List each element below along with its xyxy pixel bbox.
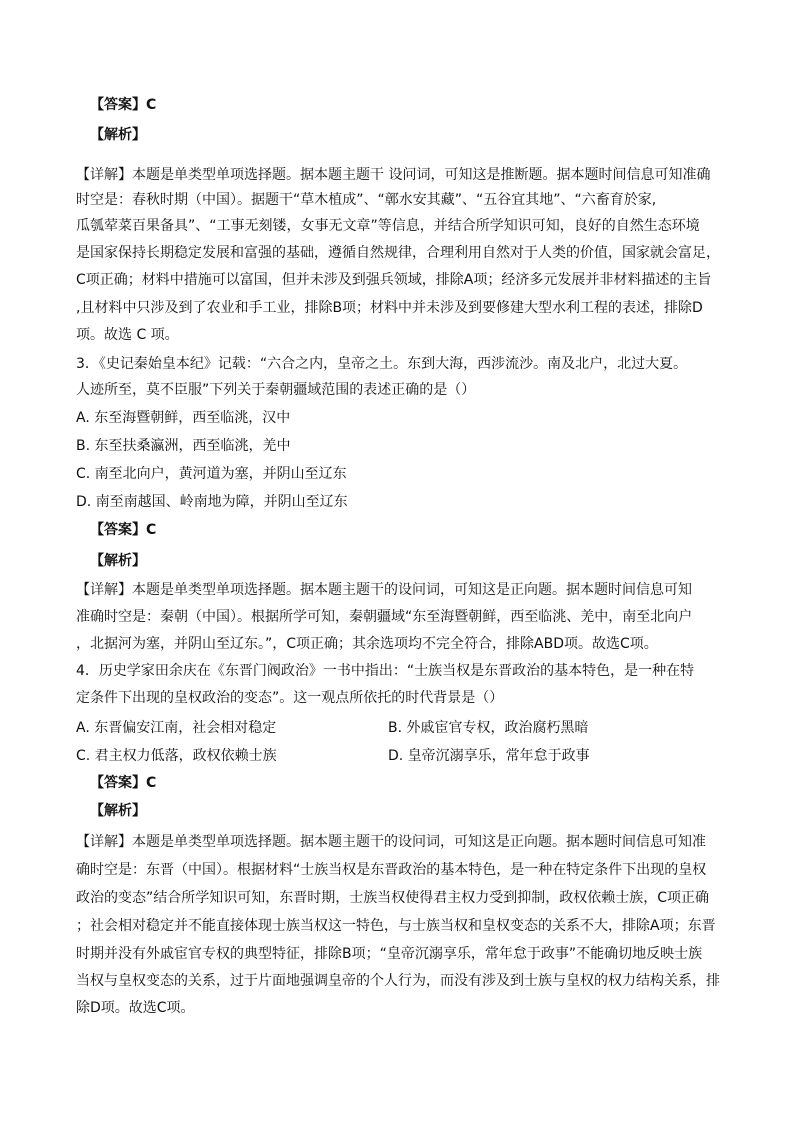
analysis-label: 【解析】 bbox=[90, 553, 146, 569]
detail-text: 时空是：春秋时期（中国）。据题干“草木植成”、“鄣水安其藏”、“五谷宜其地”、“六畜育於家, bbox=[76, 192, 657, 208]
detail-text: C项正确；材料中措施可以富国，但并未涉及到强兵领域，排除A项；经济多元发展并非材料描述的主旨 bbox=[76, 272, 712, 288]
detail-text: 时期并没有外戚宦官专权的典型特征，排除B项；“皇帝沉溺享乐，常年怠于政事”不能确切地反映士族 bbox=[76, 946, 703, 962]
option-c: C. 南至北向户，黄河道为塞，并阴山至辽东 bbox=[76, 466, 347, 482]
question-stem: 3．《史记秦始皇本纪》记载：“六合之内，皇帝之土。东到大海，西涉流沙。南及北户，北过大夏。 bbox=[76, 356, 688, 372]
detail-text: 【详解】本题是单类型单项选择题。据本题主题干 设问词，可知这是推断题。据本题时间信息可知准确 bbox=[76, 167, 711, 183]
detail-text: 是国家保持长期稳定发展和富强的基础，遵循自然规律，合理利用自然对于人类的价值，国家就会富足， bbox=[76, 245, 720, 261]
option-b: B. 外戚宦官专权，政治腐朽黑暗 bbox=[388, 720, 589, 736]
detail-text: 【详解】本题是单类型单项选择题。据本题主题干的设问词，可知这是正向题。据本题时间信息可知准 bbox=[76, 834, 706, 850]
option-a: A. 东至海暨朝鲜，西至临洮，汉中 bbox=[76, 410, 291, 426]
detail-text: 准确时空是：秦朝（中国）。根据所学可知，秦朝疆域“东至海暨朝鲜，西至临洮、羌中，南至北向户 bbox=[76, 609, 693, 625]
option-a: A. 东晋偏安江南，社会相对稳定 bbox=[76, 720, 277, 736]
option-c: C. 君主权力低落，政权依赖士族 bbox=[76, 748, 277, 764]
detail-text: 瓜瓠荤菜百果备具”、“工事无刻镂，女事无文章”等信息，并结合所学知识可知，良好的自然生态环境 bbox=[76, 218, 700, 234]
detail-text: 除D项。故选C项。 bbox=[76, 1000, 195, 1016]
option-d: D. 南至南越国、岭南地为障，并阴山至辽东 bbox=[76, 494, 348, 510]
answer-label: 【答案】C bbox=[90, 522, 157, 538]
detail-text: 当权与皇权变态的关系，过于片面地强调皇帝的个人行为，而没有涉及到士族与皇权的权力结构关系，排 bbox=[76, 973, 720, 989]
question-stem: 人迹所至，莫不臣服”下列关于秦朝疆域范围的表述正确的是（） bbox=[76, 382, 476, 398]
option-b: B. 东至扶桑瀛洲，西至临洮，羌中 bbox=[76, 438, 291, 454]
answer-label: 【答案】C bbox=[90, 775, 157, 791]
answer-label: 【答案】C bbox=[90, 97, 157, 113]
detail-text: ，北据河为塞，并阴山至辽东。”，C项正确；其余选项均不完全符合，排除ABD项。故选C项。 bbox=[76, 636, 658, 652]
question-stem: 定条件下出现的皇权政治的变态”。这一观点所依托的时代背景是（） bbox=[76, 690, 504, 706]
detail-text: 【详解】本题是单类型单项选择题。据本题主题干的设问词，可知这是正向题。据本题时间信息可知 bbox=[76, 582, 692, 598]
detail-text: ,且材料中只涉及到了农业和手工业，排除B项；材料中并未涉及到要修建大型水利工程的表述，排除D bbox=[76, 300, 703, 316]
analysis-label: 【解析】 bbox=[90, 803, 146, 819]
detail-text: 项。故选 C 项。 bbox=[76, 327, 179, 343]
detail-text: 确时空是：东晋（中国）。根据材料“士族当权是东晋政治的基本特色，是一种在特定条件下出现的皇权 bbox=[76, 862, 707, 878]
analysis-label: 【解析】 bbox=[90, 127, 146, 143]
detail-text: ；社会相对稳定并不能直接体现士族当权这一特色，与士族当权和皇权变态的关系不大，排除A项；东晋 bbox=[76, 918, 716, 934]
question-stem: 4．历史学家田余庆在《东晋门阀政治》一书中指出：“士族当权是东晋政治的基本特色，是一种在特 bbox=[76, 663, 695, 679]
detail-text: 政治的变态”结合所学知识可知，东晋时期，士族当权使得君主权力受到抑制，政权依赖士族，C项正确 bbox=[76, 890, 710, 906]
option-d: D. 皇帝沉溺享乐，常年怠于政事 bbox=[388, 748, 590, 764]
